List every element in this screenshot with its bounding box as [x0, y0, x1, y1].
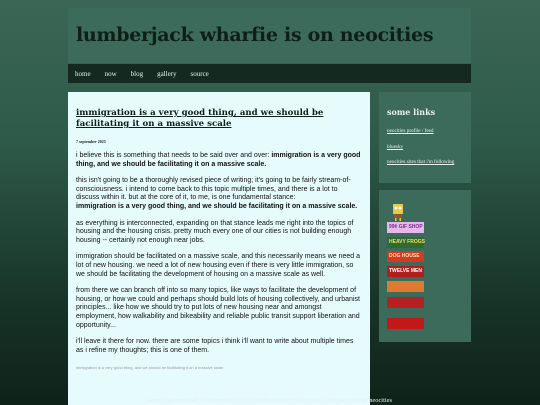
post-title[interactable]: immigration is a very good thing, and we should be facilitating it on a massive scale	[76, 108, 324, 129]
link-following[interactable]: neocities sites that i'm following	[387, 159, 455, 165]
stamp-dog[interactable]	[387, 251, 424, 262]
post-paragraph: from there we can branch off into so many topics, like ways to facilitate the development of housing, or how we could and perhaps should build lots of housing collectively, and urbanist principles... like how we should try to put lots of new housing near and amongst employment, how walkability and bikeability and reliable public transit support liberation and opportunity...	[76, 287, 360, 329]
nav-bar	[68, 64, 471, 83]
site-header	[68, 8, 471, 63]
links-panel	[379, 92, 471, 183]
post-date: 7 september 2025	[76, 139, 106, 144]
stamp-orange[interactable]	[387, 281, 424, 292]
site-title: lumberjack wharfie is on neocities	[76, 24, 434, 46]
nav-source[interactable]: source	[190, 69, 209, 78]
post-paragraph: as everything is interconnected, expanding on that stance leads me right into the topics of housing and the housing crisis. pretty much every one of our cities is not building enough housing -- certainly not enough near jobs.	[76, 219, 354, 244]
post-panel	[68, 92, 370, 405]
stamp-label: HEAVY FROGS	[389, 239, 425, 245]
nav-now[interactable]: now	[104, 69, 117, 78]
footer-text: layout last updated: 7 September 2025 | wharfiecontact@yahoo.com | site powered by neocities	[148, 397, 392, 404]
stamp-red1[interactable]	[387, 297, 424, 308]
post-paragraph: i'll leave it there for now. there are some topics i think i'll want to write about multiple times as i refine my thoughts; this is one of them.	[76, 338, 354, 354]
stamp-label: 99¢ GIF SHOP	[389, 224, 423, 230]
nav-home[interactable]: home	[75, 69, 91, 78]
stamp-99cent[interactable]	[387, 222, 424, 233]
stamp-label: TWELVE MEN	[389, 268, 422, 274]
sponge-stamp[interactable]	[391, 202, 405, 222]
stamp-heavy[interactable]	[387, 237, 424, 248]
links-title: some links	[387, 107, 436, 117]
post-paragraph: this isn't going to be a thoroughly revised piece of writing; it's going to be fairly stream-of-consciousness. i intend to come back to this topic multiple times, and there is a lot to discuss within it. but at the core of it, to me, is one fundamental stance: immigration is a very good thing, and we should be facilitating it on a massive scale.	[76, 177, 358, 210]
stamp-label: DOG HOUSE	[389, 253, 420, 259]
nav-blog[interactable]: blog	[130, 69, 144, 78]
stamps-panel	[379, 190, 471, 342]
stamp-red2[interactable]	[387, 318, 424, 329]
post-paragraph: i believe this is something that needs to be said over and over: immigration is a very good thing, and we should be facilitating it on a massive scale.	[76, 152, 361, 168]
post-footnote: immigration is a very good thing, and we should be facilitating it on a massive scale	[76, 365, 224, 371]
link-bluesky[interactable]: bluesky	[387, 144, 404, 150]
post-paragraph: immigration should be facilitated on a massive scale, and this necessarily means we need a lot of new housing. we need a lot of new housing even if there is very little immigration, so we should be facilitating the development of housing on a massive scale as well.	[76, 253, 361, 278]
nav-gallery[interactable]: gallery	[157, 69, 177, 78]
stamp-twelve[interactable]	[387, 266, 424, 277]
site-footer	[0, 396, 540, 405]
link-neocities-profile[interactable]: neocities profile / feed	[387, 128, 434, 134]
